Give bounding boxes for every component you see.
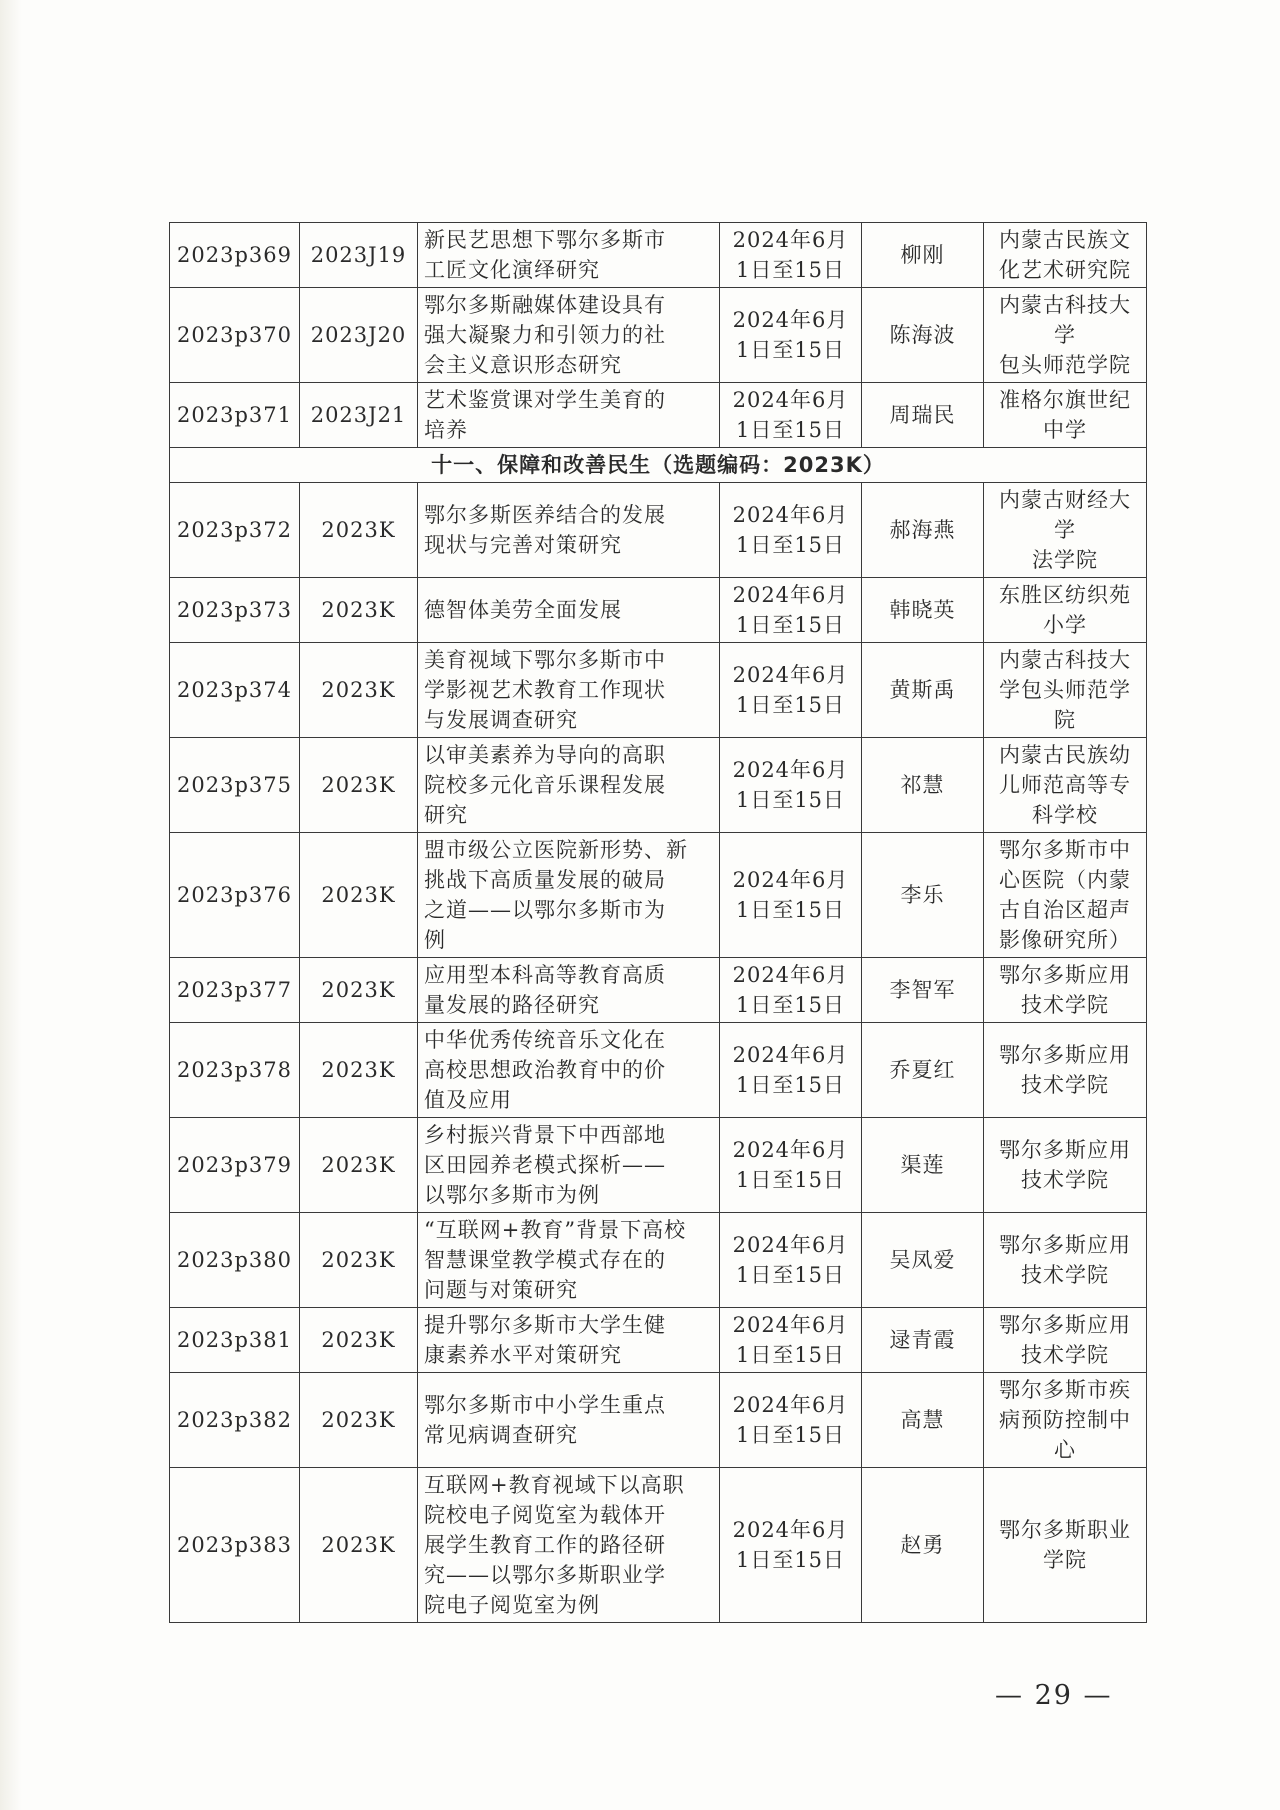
person-name: 乔夏红: [862, 1023, 984, 1118]
organization-line: 鄂尔多斯市中: [999, 838, 1131, 862]
project-code: 2023p370: [170, 288, 300, 383]
time-range: [720, 383, 862, 448]
project-title-line: 美育视域下鄂尔多斯市中: [424, 648, 666, 672]
project-title: [418, 1308, 720, 1373]
organization-line: 内蒙古科技大: [999, 648, 1131, 672]
time-range: [720, 288, 862, 383]
page-number: — 29 —: [995, 1680, 1113, 1711]
time-range-line: 1日至15日: [735, 418, 846, 442]
organization-line: 鄂尔多斯应用: [999, 963, 1131, 987]
time-range: [720, 1118, 862, 1213]
project-title-line: 智慧课堂教学模式存在的: [424, 1248, 666, 1272]
table-row: [170, 833, 1147, 958]
organization-line: 学院: [1043, 1548, 1087, 1572]
time-range-line: 2024年6月: [732, 868, 849, 892]
time-range: [720, 958, 862, 1023]
organization: [984, 1373, 1147, 1468]
organization-line: 科学校: [1032, 803, 1098, 827]
project-title-line: 鄂尔多斯医养结合的发展: [424, 503, 666, 527]
table-row: [170, 578, 1147, 643]
project-title-line: 以鄂尔多斯市为例: [424, 1183, 600, 1207]
project-code: 2023p382: [170, 1373, 300, 1468]
scan-edge-shadow: [0, 0, 22, 1810]
project-title-line: 高校思想政治教育中的价: [424, 1058, 666, 1082]
project-title-line: 工匠文化演绎研究: [424, 258, 600, 282]
category-code: 2023K: [300, 1468, 418, 1623]
project-title: [418, 1373, 720, 1468]
project-title-line: 值及应用: [424, 1088, 512, 1112]
person-name: 赵勇: [862, 1468, 984, 1623]
section-title: 十一、保障和改善民生（选题编码：2023K）: [170, 448, 1147, 483]
project-title-line: 常见病调查研究: [424, 1423, 578, 1447]
project-title: [418, 223, 720, 288]
project-code: 2023p383: [170, 1468, 300, 1623]
project-title: [418, 1468, 720, 1623]
time-range: [720, 1213, 862, 1308]
time-range-line: 2024年6月: [732, 1313, 849, 1337]
table-row: [170, 223, 1147, 288]
time-range-line: 1日至15日: [735, 613, 846, 637]
organization-line: 小学: [1043, 613, 1087, 637]
project-title-line: 盟市级公立医院新形势、新: [424, 838, 688, 862]
project-table: [169, 222, 1147, 1623]
project-code: 2023p376: [170, 833, 300, 958]
organization-line: 技术学院: [1021, 1263, 1109, 1287]
organization-line: 学: [1054, 323, 1076, 347]
person-name: 逯青霞: [862, 1308, 984, 1373]
table-row: [170, 1118, 1147, 1213]
organization-line: 内蒙古财经大: [999, 488, 1131, 512]
time-range-line: 2024年6月: [732, 228, 849, 252]
section-header-row: [170, 448, 1147, 483]
category-code: 2023K: [300, 833, 418, 958]
organization-line: 技术学院: [1021, 1168, 1109, 1192]
organization-line: 心: [1054, 1438, 1076, 1462]
person-name: 韩晓英: [862, 578, 984, 643]
project-title-line: 现状与完善对策研究: [424, 533, 622, 557]
project-title-line: 艺术鉴赏课对学生美育的: [424, 388, 666, 412]
time-range: [720, 833, 862, 958]
table-row: [170, 958, 1147, 1023]
organization: [984, 1468, 1147, 1623]
organization: [984, 383, 1147, 448]
project-title-line: 院校电子阅览室为载体开: [424, 1503, 666, 1527]
organization-line: 鄂尔多斯职业: [999, 1518, 1131, 1542]
organization: [984, 288, 1147, 383]
project-title-line: 应用型本科高等教育高质: [424, 963, 666, 987]
organization-line: 内蒙古科技大: [999, 293, 1131, 317]
project-code: 2023p371: [170, 383, 300, 448]
time-range-line: 2024年6月: [732, 583, 849, 607]
time-range-line: 1日至15日: [735, 898, 846, 922]
organization-line: 古自治区超声: [999, 898, 1131, 922]
project-code: 2023p379: [170, 1118, 300, 1213]
project-title-line: 院电子阅览室为例: [424, 1593, 600, 1617]
project-title-line: 培养: [424, 418, 468, 442]
person-name: 祁慧: [862, 738, 984, 833]
project-title-line: 量发展的路径研究: [424, 993, 600, 1017]
organization-line: 儿师范高等专: [999, 773, 1131, 797]
time-range: [720, 483, 862, 578]
time-range-line: 1日至15日: [735, 338, 846, 362]
organization-line: 病预防控制中: [999, 1408, 1131, 1432]
time-range: [720, 223, 862, 288]
table-row: [170, 1468, 1147, 1623]
category-code: 2023K: [300, 958, 418, 1023]
organization: [984, 833, 1147, 958]
project-code: 2023p381: [170, 1308, 300, 1373]
time-range-line: 2024年6月: [732, 1233, 849, 1257]
time-range-line: 1日至15日: [735, 693, 846, 717]
organization-line: 准格尔旗世纪: [999, 388, 1131, 412]
organization: [984, 958, 1147, 1023]
project-title-line: 会主义意识形态研究: [424, 353, 622, 377]
project-title: [418, 288, 720, 383]
time-range-line: 2024年6月: [732, 758, 849, 782]
organization-line: 内蒙古民族文: [999, 228, 1131, 252]
organization-line: 心医院（内蒙: [999, 868, 1131, 892]
category-code: 2023K: [300, 1373, 418, 1468]
project-title-line: “互联网+教育”背景下高校: [424, 1218, 687, 1242]
organization-line: 包头师范学院: [999, 353, 1131, 377]
table-row: [170, 483, 1147, 578]
table-row: [170, 1213, 1147, 1308]
category-code: 2023K: [300, 1213, 418, 1308]
section-header-group: [170, 448, 1147, 483]
time-range-line: 2024年6月: [732, 308, 849, 332]
table-row: [170, 288, 1147, 383]
time-range-line: 1日至15日: [735, 258, 846, 282]
project-title-line: 中华优秀传统音乐文化在: [424, 1028, 666, 1052]
table-row: [170, 1373, 1147, 1468]
time-range-line: 2024年6月: [732, 1393, 849, 1417]
table-body-section-k: [170, 483, 1147, 1623]
project-title: [418, 1023, 720, 1118]
person-name: 周瑞民: [862, 383, 984, 448]
project-title-line: 强大凝聚力和引领力的社: [424, 323, 666, 347]
person-name: 吴凤爱: [862, 1213, 984, 1308]
time-range-line: 1日至15日: [735, 1548, 846, 1572]
time-range-line: 1日至15日: [735, 1263, 846, 1287]
project-code: 2023p377: [170, 958, 300, 1023]
project-code: 2023p375: [170, 738, 300, 833]
person-name: 李乐: [862, 833, 984, 958]
project-title-line: 究——以鄂尔多斯职业学: [424, 1563, 666, 1587]
organization-line: 鄂尔多斯应用: [999, 1313, 1131, 1337]
project-code: 2023p378: [170, 1023, 300, 1118]
project-title: [418, 578, 720, 643]
project-title: [418, 958, 720, 1023]
organization: [984, 1118, 1147, 1213]
category-code: 2023K: [300, 578, 418, 643]
project-title: [418, 738, 720, 833]
category-code: 2023K: [300, 1118, 418, 1213]
category-code: 2023K: [300, 1023, 418, 1118]
time-range-line: 2024年6月: [732, 963, 849, 987]
project-title-line: 鄂尔多斯融媒体建设具有: [424, 293, 666, 317]
organization: [984, 223, 1147, 288]
person-name: 黄斯禹: [862, 643, 984, 738]
project-title-line: 学影视艺术教育工作现状: [424, 678, 666, 702]
project-title-line: 例: [424, 928, 446, 952]
category-code: 2023J20: [300, 288, 418, 383]
project-title-line: 新民艺思想下鄂尔多斯市: [424, 228, 666, 252]
project-title-line: 鄂尔多斯市中小学生重点: [424, 1393, 666, 1417]
time-range: [720, 738, 862, 833]
person-name: 陈海波: [862, 288, 984, 383]
project-title-line: 院校多元化音乐课程发展: [424, 773, 666, 797]
organization: [984, 578, 1147, 643]
table-row: [170, 643, 1147, 738]
project-title-line: 展学生教育工作的路径研: [424, 1533, 666, 1557]
category-code: 2023K: [300, 1308, 418, 1373]
time-range: [720, 1308, 862, 1373]
project-title: [418, 483, 720, 578]
project-title-line: 提升鄂尔多斯市大学生健: [424, 1313, 666, 1337]
table-row: [170, 738, 1147, 833]
organization-line: 学: [1054, 518, 1076, 542]
time-range-line: 2024年6月: [732, 1043, 849, 1067]
category-code: 2023K: [300, 483, 418, 578]
person-name: 李智军: [862, 958, 984, 1023]
time-range: [720, 1373, 862, 1468]
time-range-line: 1日至15日: [735, 533, 846, 557]
time-range: [720, 578, 862, 643]
organization-line: 影像研究所）: [999, 928, 1131, 952]
project-title-line: 研究: [424, 803, 468, 827]
category-code: 2023J21: [300, 383, 418, 448]
time-range-line: 1日至15日: [735, 1073, 846, 1097]
project-title: [418, 1118, 720, 1213]
project-title: [418, 833, 720, 958]
organization-line: 学包头师范学: [999, 678, 1131, 702]
project-title-line: 乡村振兴背景下中西部地: [424, 1123, 666, 1147]
time-range-line: 1日至15日: [735, 993, 846, 1017]
person-name: 柳刚: [862, 223, 984, 288]
project-title: [418, 643, 720, 738]
organization-line: 技术学院: [1021, 1073, 1109, 1097]
organization-line: 化艺术研究院: [999, 258, 1131, 282]
project-title-line: 以审美素养为导向的高职: [424, 743, 666, 767]
time-range: [720, 1468, 862, 1623]
organization-line: 中学: [1043, 418, 1087, 442]
project-code: 2023p380: [170, 1213, 300, 1308]
project-title-line: 之道——以鄂尔多斯市为: [424, 898, 666, 922]
time-range-line: 1日至15日: [735, 1168, 846, 1192]
organization-line: 技术学院: [1021, 1343, 1109, 1367]
table-row: [170, 383, 1147, 448]
category-code: 2023K: [300, 643, 418, 738]
person-name: 高慧: [862, 1373, 984, 1468]
time-range-line: 1日至15日: [735, 1423, 846, 1447]
project-title-line: 德智体美劳全面发展: [424, 598, 622, 622]
person-name: 郝海燕: [862, 483, 984, 578]
organization-line: 鄂尔多斯市疾: [999, 1378, 1131, 1402]
table-body-section-j: [170, 223, 1147, 448]
organization: [984, 483, 1147, 578]
organization-line: 鄂尔多斯应用: [999, 1233, 1131, 1257]
project-title-line: 康素养水平对策研究: [424, 1343, 622, 1367]
project-title: [418, 1213, 720, 1308]
time-range-line: 2024年6月: [732, 663, 849, 687]
time-range: [720, 1023, 862, 1118]
time-range-line: 2024年6月: [732, 388, 849, 412]
time-range-line: 2024年6月: [732, 1138, 849, 1162]
organization: [984, 1308, 1147, 1373]
organization: [984, 1023, 1147, 1118]
organization-line: 鄂尔多斯应用: [999, 1138, 1131, 1162]
organization: [984, 643, 1147, 738]
time-range-line: 1日至15日: [735, 1343, 846, 1367]
time-range: [720, 643, 862, 738]
category-code: 2023K: [300, 738, 418, 833]
time-range-line: 2024年6月: [732, 1518, 849, 1542]
project-title-line: 挑战下高质量发展的破局: [424, 868, 666, 892]
time-range-line: 2024年6月: [732, 503, 849, 527]
project-code: 2023p374: [170, 643, 300, 738]
organization-line: 东胜区纺织苑: [999, 583, 1131, 607]
organization-line: 院: [1054, 708, 1076, 732]
organization-line: 技术学院: [1021, 993, 1109, 1017]
organization: [984, 738, 1147, 833]
project-title-line: 问题与对策研究: [424, 1278, 578, 1302]
table-row: [170, 1308, 1147, 1373]
project-code: 2023p369: [170, 223, 300, 288]
organization-line: 鄂尔多斯应用: [999, 1043, 1131, 1067]
table-row: [170, 1023, 1147, 1118]
project-title-line: 区田园养老模式探析——: [424, 1153, 666, 1177]
project-title-line: 与发展调查研究: [424, 708, 578, 732]
category-code: 2023J19: [300, 223, 418, 288]
project-code: 2023p372: [170, 483, 300, 578]
project-title: [418, 383, 720, 448]
organization-line: 法学院: [1032, 548, 1098, 572]
project-code: 2023p373: [170, 578, 300, 643]
organization: [984, 1213, 1147, 1308]
organization-line: 内蒙古民族幼: [999, 743, 1131, 767]
person-name: 渠莲: [862, 1118, 984, 1213]
time-range-line: 1日至15日: [735, 788, 846, 812]
project-title-line: 互联网+教育视域下以高职: [424, 1473, 685, 1497]
